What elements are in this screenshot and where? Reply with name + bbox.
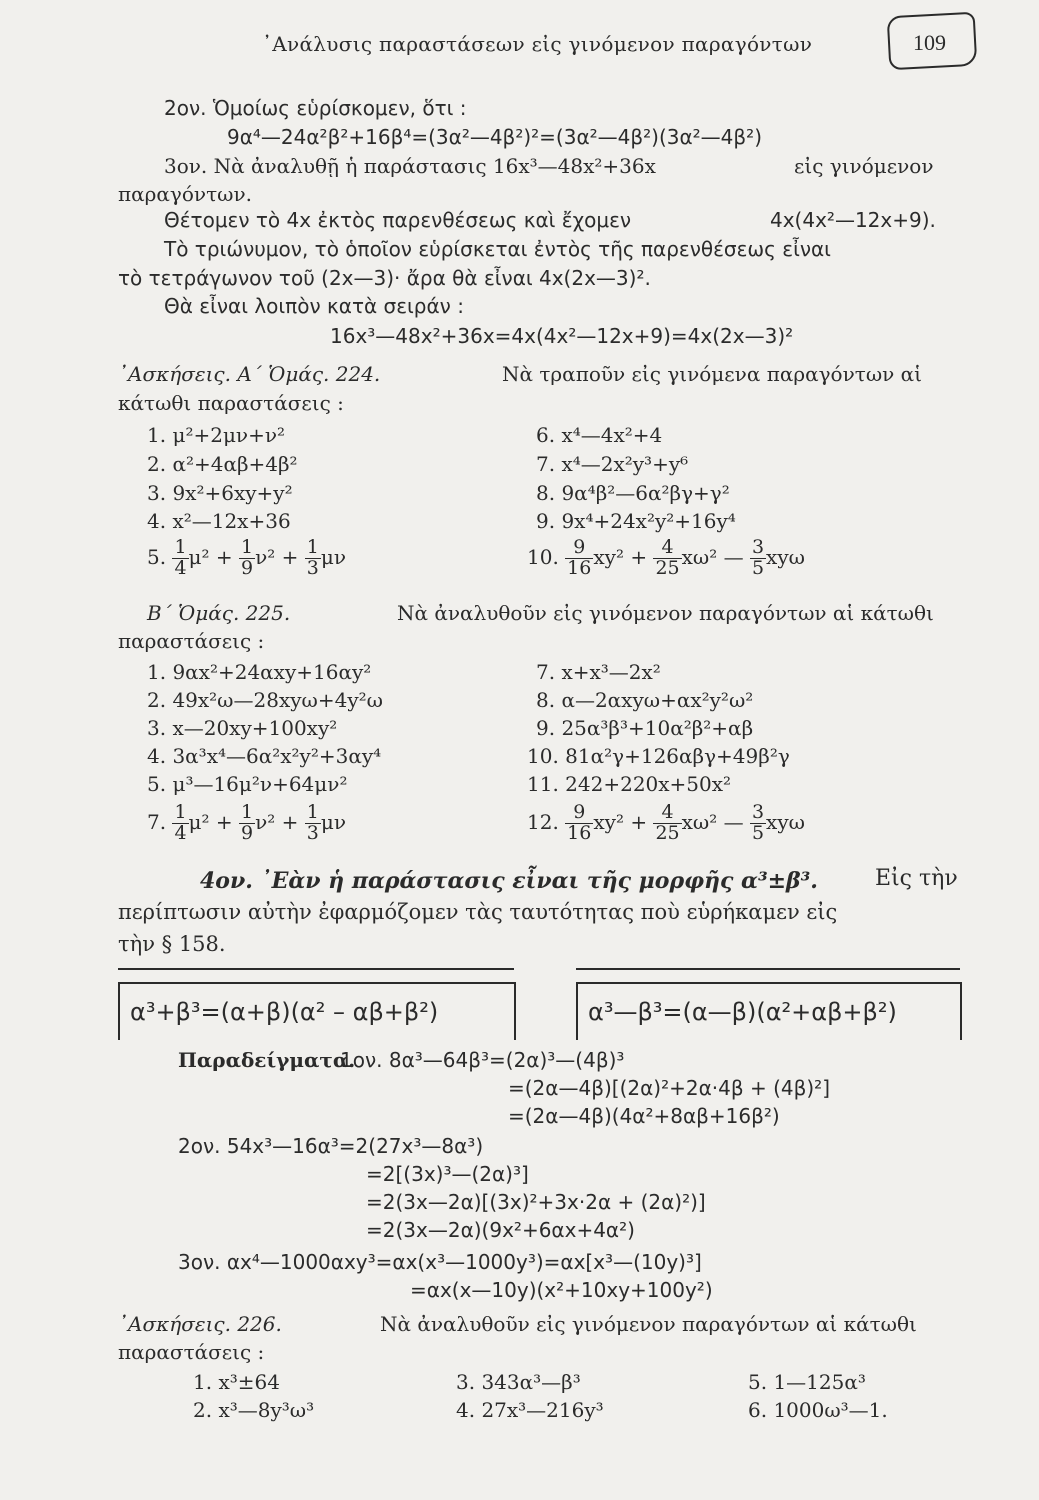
ex224-item-3: 3. 9x²+6xy+y² — [147, 481, 293, 505]
fraction-1-4: $\frac{1}{4}$ — [174, 801, 187, 844]
example-1a: 1ον. 8α³—64β³=(2α)³—(4β)³ — [340, 1048, 625, 1072]
ex225-item-3: 3. x—20xy+100xy² — [147, 716, 338, 740]
formula2-top-rule — [576, 968, 960, 970]
ex224-item-1: 1. μ²+2μν+ν² — [147, 423, 286, 447]
ex226-item-2: 2. x³—8y³ω³ — [193, 1398, 315, 1422]
ex224-item-8: 8. 9α⁴β²—6α²βγ+γ² — [536, 481, 730, 505]
ex224-heading-text: Νὰ τραποῦν εἰς γινόμενα παραγόντων αἱ — [502, 362, 922, 386]
fraction-3-5: $\frac{3}{5}$ — [751, 536, 765, 579]
fraction-1-9: $\frac{1}{9}$ — [241, 801, 254, 844]
ex224-item-5: 5. $\frac{1}{4}$ μ² + $\frac{1}{9}$ ν² + $\frac{1}{3}$ μν — [147, 536, 347, 579]
fraction-1-9: $\frac{1}{9}$ — [241, 536, 254, 579]
ex225-heading: Β΄ Ὁμάς. 225. — [147, 601, 291, 625]
example-1c: =(2α—4β)(4α²+8αβ+16β²) — [508, 1104, 780, 1128]
ex226-item-1: 1. x³±64 — [193, 1370, 280, 1394]
section4-heading: 4ον. ᾿Εὰν ἡ παράστασις εἶναι τῆς μορφῆς α³±β³. — [200, 868, 818, 894]
item-number: 10. — [527, 544, 559, 569]
ex226-item-5: 5. 1—125α³ — [748, 1370, 866, 1394]
ex225-item-9: 9. 25α³β³+10α²β²+αβ — [536, 716, 754, 740]
section4-text-b: περίπτωσιν αὐτὴν ἐφαρμόζομεν τὰς ταυτότητας ποὺ εὑρήκαμεν εἰς — [118, 900, 838, 924]
intro-line-5b: 4x(4x²—12x+9). — [770, 208, 936, 232]
ex225-item-2: 2. 49x²ω—28xyω+4y²ω — [147, 688, 383, 712]
ex226-item-4: 4. 27x³—216y³ — [456, 1398, 604, 1422]
item-number: 12. — [527, 809, 559, 834]
example-1b: =(2α—4β)[(2α)²+2α·4β + (4β)²] — [508, 1076, 830, 1100]
ex224-item-6: 6. x⁴—4x²+4 — [536, 423, 663, 447]
fraction-1-3: $\frac{1}{3}$ — [306, 801, 319, 844]
ex225-item-6: 7. $\frac{1}{4}$ μ² + $\frac{1}{9}$ ν² + $\frac{1}{3}$ μν — [147, 801, 347, 844]
fraction-1-4: $\frac{1}{4}$ — [174, 536, 187, 579]
section4-text-a: Εἰς τὴν — [875, 866, 958, 891]
intro-line-1: 2ον. Ὁμοίως εὑρίσκομεν, ὅτι : — [164, 96, 467, 120]
example-2d: =2(3x—2α)(9x²+6αx+4α²) — [366, 1218, 635, 1242]
intro-line-5a: Θέτομεν τὸ 4x ἐκτὸς παρενθέσεως καὶ ἔχομεν — [164, 208, 632, 232]
ex225-item-11: 11. 242+220x+50x² — [527, 772, 732, 796]
intro-line-3b: εἰς γινόμενον — [794, 154, 934, 178]
example-2a: 2ον. 54x³—16α³=2(27x³—8α³) — [178, 1134, 484, 1158]
item-number: 7. — [147, 809, 167, 834]
ex224-item-2: 2. α²+4αβ+4β² — [147, 452, 298, 476]
ex225-item-4: 4. 3α³x⁴—6α²x²y²+3αy⁴ — [147, 744, 382, 768]
fraction-3-5: $\frac{3}{5}$ — [751, 801, 765, 844]
intro-line-2: 9α⁴—24α²β²+16β⁴=(3α²—4β²)²=(3α²—4β²)(3α²—4β²) — [227, 125, 762, 149]
intro-line-6: Τὸ τριώνυμον, τὸ ὁποῖον εὑρίσκεται ἐντὸς τῆς παρενθέσεως εἶναι — [164, 237, 831, 261]
examples-label: Παραδείγματα. — [178, 1048, 356, 1072]
ex225-item-8: 8. α—2αxyω+αx²y²ω² — [536, 688, 754, 712]
ex226-heading-text: Νὰ ἀναλυθοῦν εἰς γινόμενον παραγόντων αἱ κάτωθι — [380, 1312, 917, 1336]
ex224-item-4: 4. x²—12x+36 — [147, 509, 291, 533]
formula-difference-of-cubes: α³—β³=(α—β)(α²+αβ+β²) — [588, 998, 897, 1026]
formula-box-sum — [118, 982, 516, 1040]
intro-line-9: 16x³—48x²+36x=4x(4x²—12x+9)=4x(2x—3)² — [330, 324, 794, 348]
ex224-heading-text-2: κάτωθι παραστάσεις : — [118, 391, 344, 415]
formula-box-difference — [576, 982, 962, 1040]
intro-line-8: Θὰ εἶναι λοιπὸν κατὰ σειράν : — [164, 294, 464, 318]
section4-text-c: τὴν § 158. — [118, 932, 226, 956]
ex224-item-7: 7. x⁴—2x²y³+y⁶ — [536, 452, 689, 476]
formula1-top-rule — [118, 968, 514, 970]
ex224-item-9: 9. 9x⁴+24x²y²+16y⁴ — [536, 509, 736, 533]
intro-line-3a: 3ον. Νὰ ἀναλυθῇ ἡ παράστασις 16x³—48x²+36x — [164, 154, 656, 178]
example-2c: =2(3x—2α)[(3x)²+3x·2α + (2α)²)] — [366, 1190, 706, 1214]
ex225-heading-text-2: παραστάσεις : — [118, 629, 265, 653]
ex225-item-5: 5. μ³—16μ²ν+64μν² — [147, 772, 348, 796]
example-3b: =αx(x—10y)(x²+10xy+100y²) — [410, 1278, 713, 1302]
example-2b: =2[(3x)³—(2α)³] — [366, 1162, 529, 1186]
ex226-heading-text-2: παραστάσεις : — [118, 1340, 265, 1364]
ex226-item-3: 3. 343α³—β³ — [456, 1370, 581, 1394]
intro-line-4: παραγόντων. — [118, 182, 252, 206]
ex225-item-12: 12. $\frac{9}{16}$ xy² + $\frac{4}{25}$ xω² — $\frac{3}{5}$ xyω — [527, 801, 805, 844]
ex224-heading: ᾿Ασκήσεις. Α΄ Ὁμάς. 224. — [118, 362, 381, 386]
fraction-9-16: $\frac{9}{16}$ — [567, 536, 592, 579]
fraction-4-25: $\frac{4}{25}$ — [655, 801, 680, 844]
formula-sum-of-cubes: α³+β³=(α+β)(α² – αβ+β²) — [130, 998, 439, 1026]
item-number: 5. — [147, 544, 167, 569]
ex224-item-10: 10. $\frac{9}{16}$ xy² + $\frac{4}{25}$ xω² — $\frac{3}{5}$ xyω — [527, 536, 805, 579]
example-3a: 3ον. αx⁴—1000αxy³=αx(x³—1000y³)=αx[x³—(10y)³] — [178, 1250, 702, 1274]
ex226-heading: ᾿Ασκήσεις. 226. — [118, 1312, 282, 1336]
intro-line-7: τὸ τετράγωνον τοῦ (2x—3)· ἄρα θὰ εἶναι 4x(2x—3)². — [118, 266, 651, 290]
ex225-item-10: 10. 81α²γ+126αβγ+49β²γ — [527, 744, 790, 768]
ex226-item-6: 6. 1000ω³—1. — [748, 1398, 888, 1422]
fraction-1-3: $\frac{1}{3}$ — [306, 536, 319, 579]
ex225-item-1: 1. 9αx²+24αxy+16αy² — [147, 660, 372, 684]
running-header: ᾿Ανάλυσις παραστάσεων εἰς γινόμενον παραγόντων — [262, 32, 813, 56]
fraction-4-25: $\frac{4}{25}$ — [655, 536, 680, 579]
page-number: 109 — [913, 30, 946, 55]
fraction-9-16: $\frac{9}{16}$ — [567, 801, 592, 844]
ex225-item-7: 7. x+x³—2x² — [536, 660, 661, 684]
ex225-heading-text: Νὰ ἀναλυθοῦν εἰς γινόμενον παραγόντων αἱ κάτωθι — [397, 601, 934, 625]
